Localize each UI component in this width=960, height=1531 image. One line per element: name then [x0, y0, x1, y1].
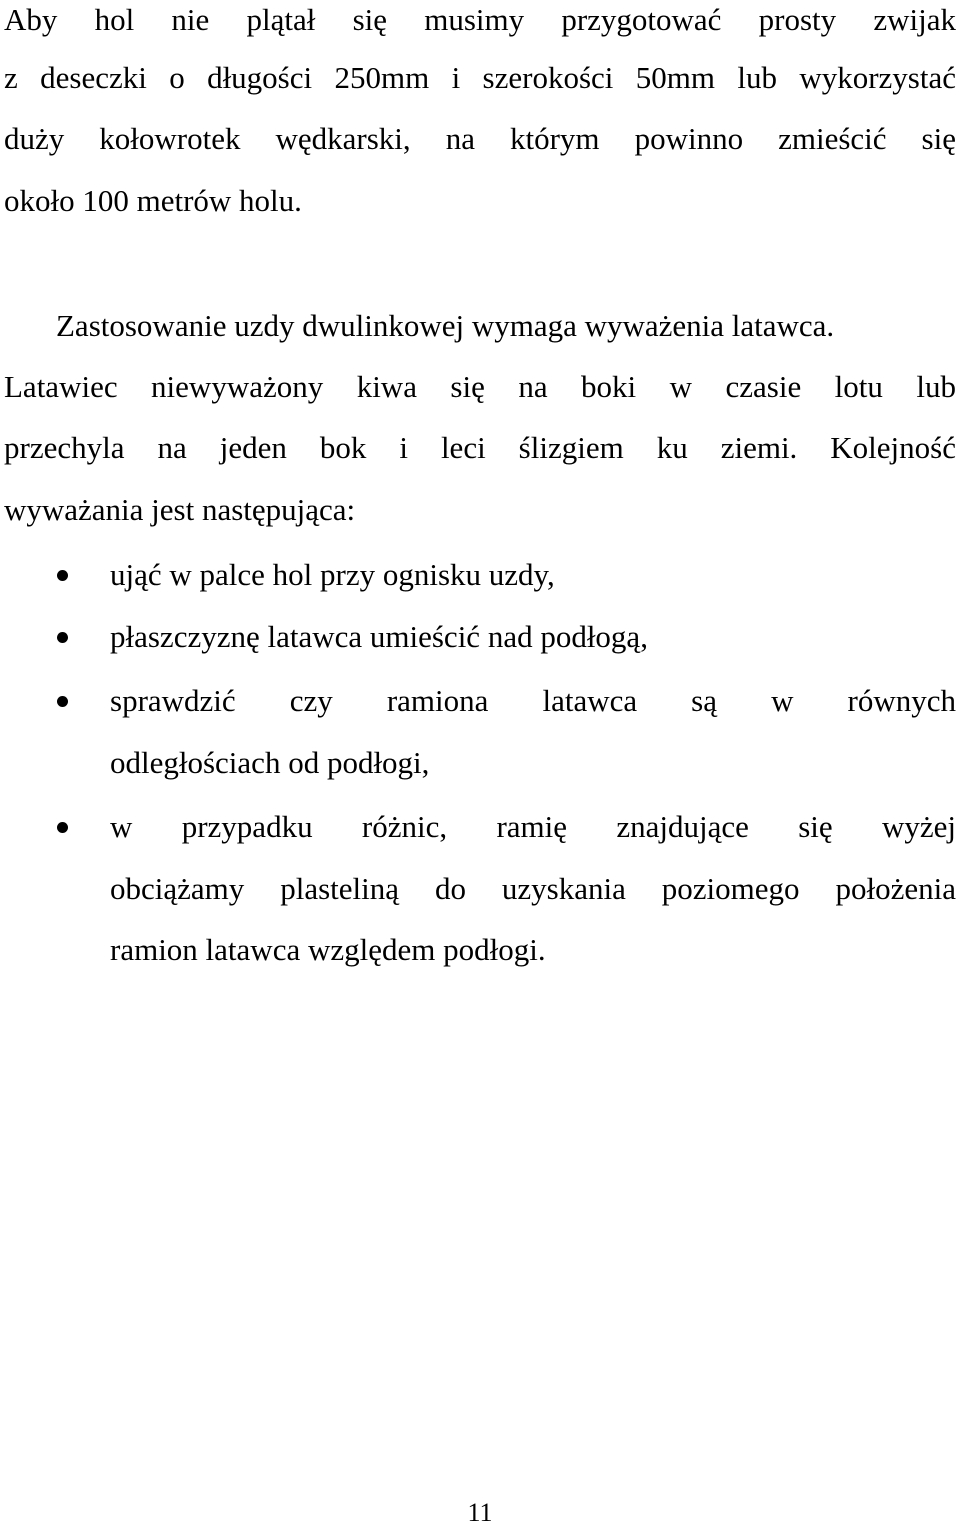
bullet-icon [57, 570, 68, 581]
text-line: duży kołowrotek wędkarski, na którym powinno zmieścić się [4, 121, 956, 156]
text-line: Latawiec niewyważony kiwa się na boki w czasie lotu lub [4, 369, 956, 404]
text-line: z deseczki o długości 250mm i szerokości 50mm lub wykorzystać [4, 60, 956, 95]
text-line: przechyla na jeden bok i leci ślizgiem ku ziemi. Kolejność [4, 430, 956, 465]
bullet-icon [57, 822, 68, 833]
list-item-text: odległościach od podłogi, [110, 745, 430, 780]
list-item-text: ramion latawca względem podłogi. [110, 932, 546, 967]
bullet-icon [57, 696, 68, 707]
text-line: około 100 metrów holu. [4, 183, 302, 218]
text-line: Zastosowanie uzdy dwulinkowej wymaga wyważenia latawca. [56, 308, 835, 343]
list-item-text: obciążamy plasteliną do uzyskania poziomego położenia [110, 871, 956, 906]
list-item-text: ująć w palce hol przy ognisku uzdy, [110, 557, 555, 592]
bullet-icon [57, 632, 68, 643]
list-item-text: sprawdzić czy ramiona latawca są w równych [110, 683, 956, 718]
text-line: Aby hol nie plątał się musimy przygotować prosty zwijak [4, 2, 956, 37]
page-number: 11 [467, 1498, 493, 1527]
text-line: wyważania jest następująca: [4, 492, 356, 527]
list-item-text: w przypadku różnic, ramię znajdujące się wyżej [110, 809, 956, 844]
list-item-text: płaszczyznę latawca umieścić nad podłogą, [110, 619, 648, 654]
